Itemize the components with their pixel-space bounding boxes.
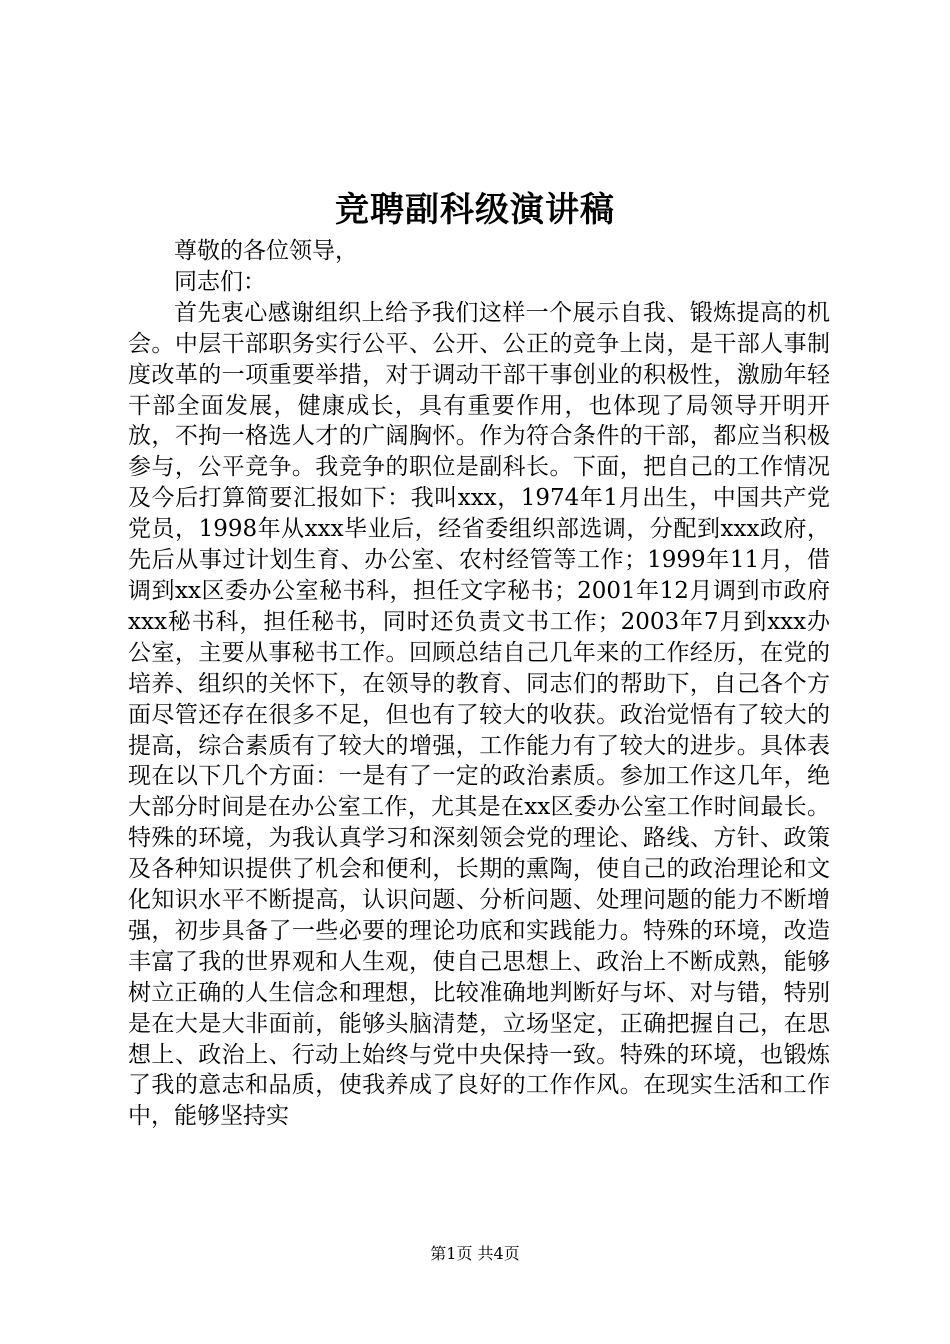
salutation-line-1: 尊敬的各位领导， (174, 238, 358, 264)
body-paragraph: 首先衷心感谢组织上给予我们这样一个展示自我、锻炼提高的机会。中层干部职务实行公平、公开、公正的竞争上岗，是干部人事制度改革的一项重要举措，对于调动干部干事创业的积极性，激励年轻干部全面发展，健康成长，具有重要作用，也体现了局领导开明开放，不拘一格选人才的广阔胸怀。作为符合条件的干部，都应当积极参与，公平竞争。我竞争的职位是副科长。下面，把自己的工作情况及今后打算简要汇报如下：我叫xxx，1974年1月出生，中国共产党党员，1998年从xxx毕业后，经省委组织部选调，分配到xxx政府，先后从事过计划生育、办公室、农村经管等工作；1999年11月，借调到xx区委办公室秘书科，担任文字秘书；2001年12月调到市政府xxx秘书科，担任秘书，同时还负责文书工作；2003年7月到xxx办公室，主要从事秘书工作。回顾总结自己几年来的工作经历，在党的培养、组织的关怀下，在领导的教育、同志们的帮助下，自己各个方面尽管还存在很多不足，但也有了较大的收获。政治觉悟有了较大的提高，综合素质有了较大的增强，工作能力有了较大的进步。具体表现在以下几个方面：一是有了一定的政治素质。参加工作这几年，绝大部分时间是在办公室工作，尤其是在xx区委办公室工作时间最长。特殊的环境，为我认真学习和深刻领会党的理论、路线、方针、政策及各种知识提供了机会和便利，长期的熏陶，使自己的政治理论和文化知识水平不断提高，认识问题、分析问题、处理问题的能力不断增强，初步具备了一些必要的理论功底和实践能力。特殊的环境，改造丰富了我的世界观和人生观，使自己思想上、政治上不断成熟，能够树立正确的人生信念和理想，比较准确地判断好与坏、对与错，特别是在大是大非面前，能够头脑清楚，立场坚定，正确把握自己，在思想上、政治上、行动上始终与党中央保持一致。特殊的环境，也锻炼了我的意志和品质，使我养成了良好的工作作风。在现实生活和工作中，能够坚持实 (128, 299, 830, 1130)
document-title: 竞聘副科级演讲稿 (335, 190, 615, 230)
document-body (128, 236, 830, 1132)
salutation-line-2: 同志们： (174, 268, 266, 295)
page-number-footer: 第1页 共4页 (430, 1244, 520, 1263)
